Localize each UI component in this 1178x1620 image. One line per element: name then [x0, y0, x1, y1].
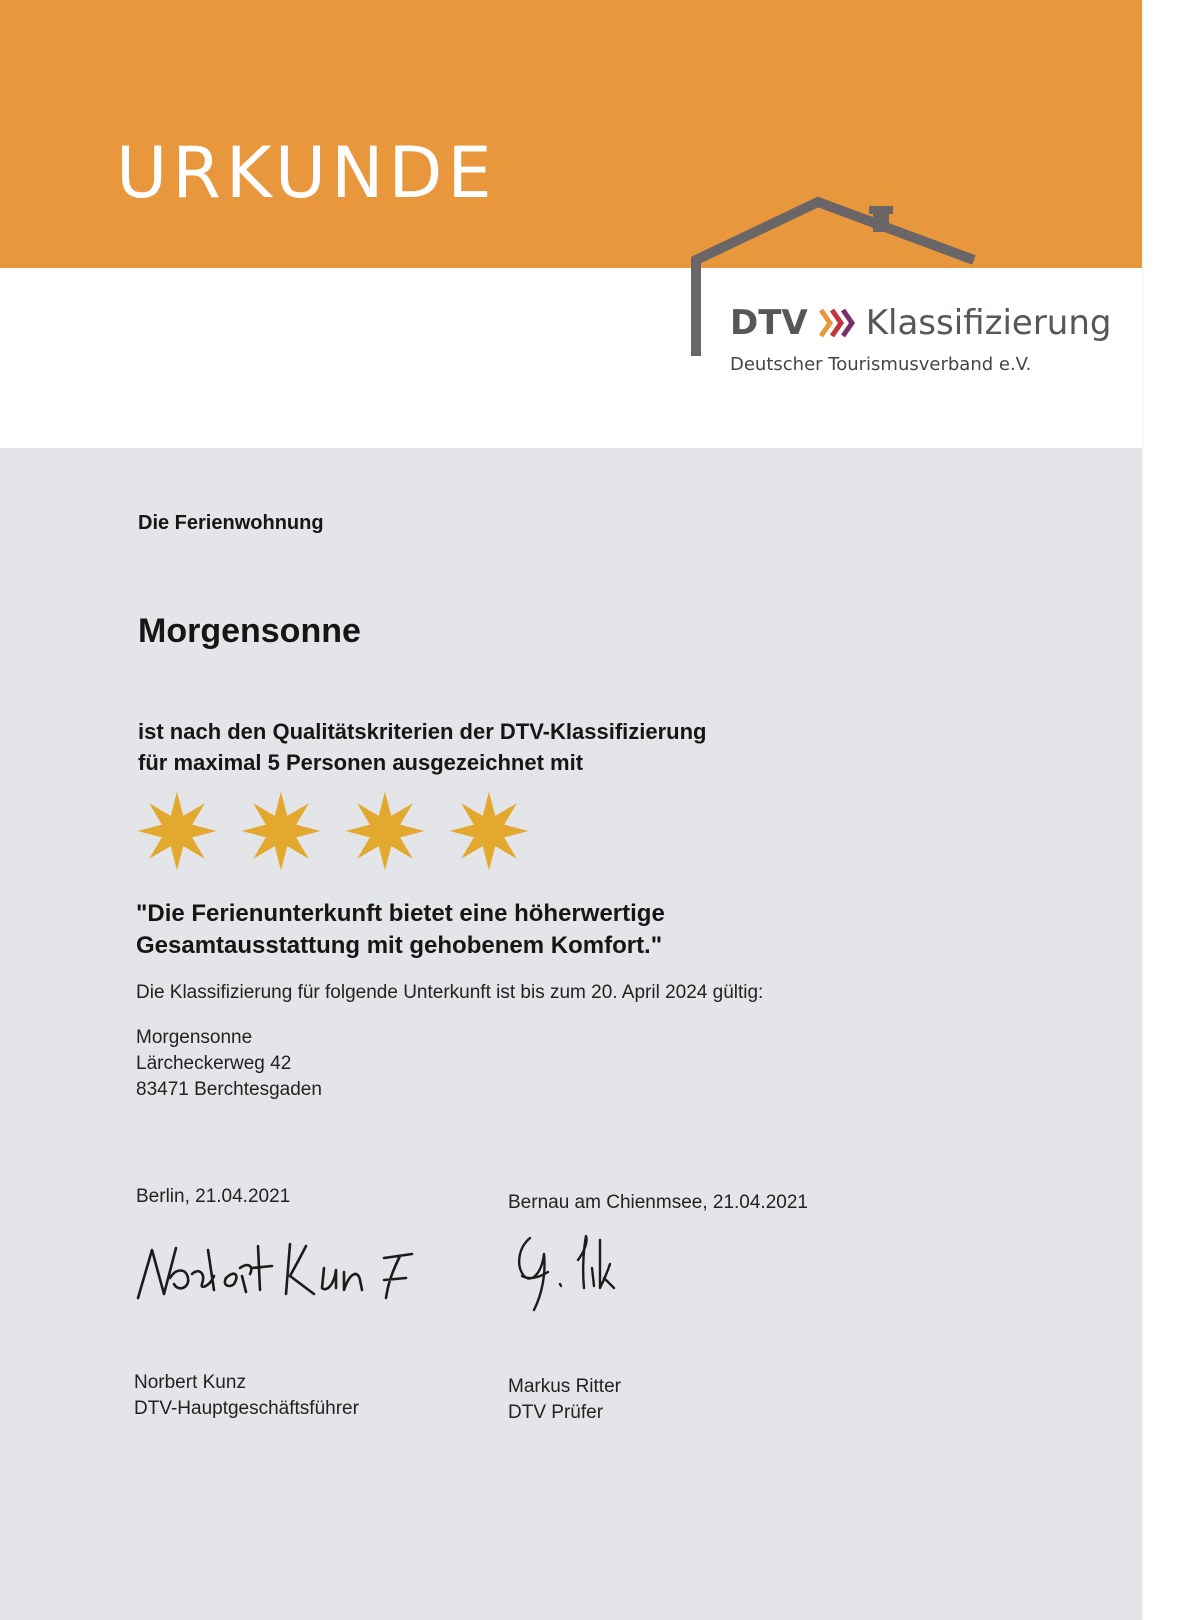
logo-name-text: Klassifizierung [865, 303, 1112, 343]
rating-quote [136, 898, 665, 962]
property-name: Morgensonne [138, 612, 361, 650]
right-signatory-role: DTV Prüfer [508, 1402, 604, 1423]
chevron-icon [818, 306, 856, 340]
validity-text: Die Klassifizierung für folgende Unterkunft ist bis zum 20. April 2024 gültig: [136, 982, 764, 1003]
left-signatory [134, 1370, 359, 1422]
address-street: Lärcheckerweg 42 [136, 1053, 292, 1074]
address-name: Morgensonne [136, 1027, 253, 1048]
logo-subtitle: Deutscher Tourismusverband e.V. [730, 354, 1032, 375]
left-signatory-role: DTV-Hauptgeschäftsführer [134, 1398, 359, 1419]
certificate-title: URKUNDE [116, 132, 497, 214]
address-city: 83471 Berchtesgaden [136, 1079, 322, 1100]
criteria-line-2: für maximal 5 Personen ausgezeichnet mit [138, 750, 584, 775]
quote-line-2: Gesamtausstattung mit gehobenem Komfort." [136, 932, 663, 959]
quote-line-1: "Die Ferienunterkunft bietet eine höherwertige [136, 900, 665, 927]
property-type: Die Ferienwohnung [138, 512, 324, 534]
right-signatory [508, 1374, 621, 1426]
star-icon [136, 790, 218, 872]
criteria-line-1: ist nach den Qualitätskriterien der DTV-Klassifizierung [138, 719, 707, 744]
right-signatory-name: Markus Ritter [508, 1376, 621, 1397]
star-icon [344, 790, 426, 872]
right-place-date: Bernau am Chienmsee, 21.04.2021 [508, 1192, 808, 1213]
left-signatory-name: Norbert Kunz [134, 1372, 246, 1393]
dtv-logo [730, 298, 1111, 348]
property-address [136, 1025, 322, 1103]
criteria-text [138, 716, 706, 778]
star-rating [136, 790, 530, 872]
signature-norbert-kunz [130, 1228, 460, 1316]
star-icon [448, 790, 530, 872]
signature-markus-ritter [508, 1224, 648, 1314]
star-icon [240, 790, 322, 872]
scan-margin [1142, 0, 1178, 1620]
logo-dtv-text: DTV [730, 303, 808, 343]
left-place-date: Berlin, 21.04.2021 [136, 1186, 291, 1207]
